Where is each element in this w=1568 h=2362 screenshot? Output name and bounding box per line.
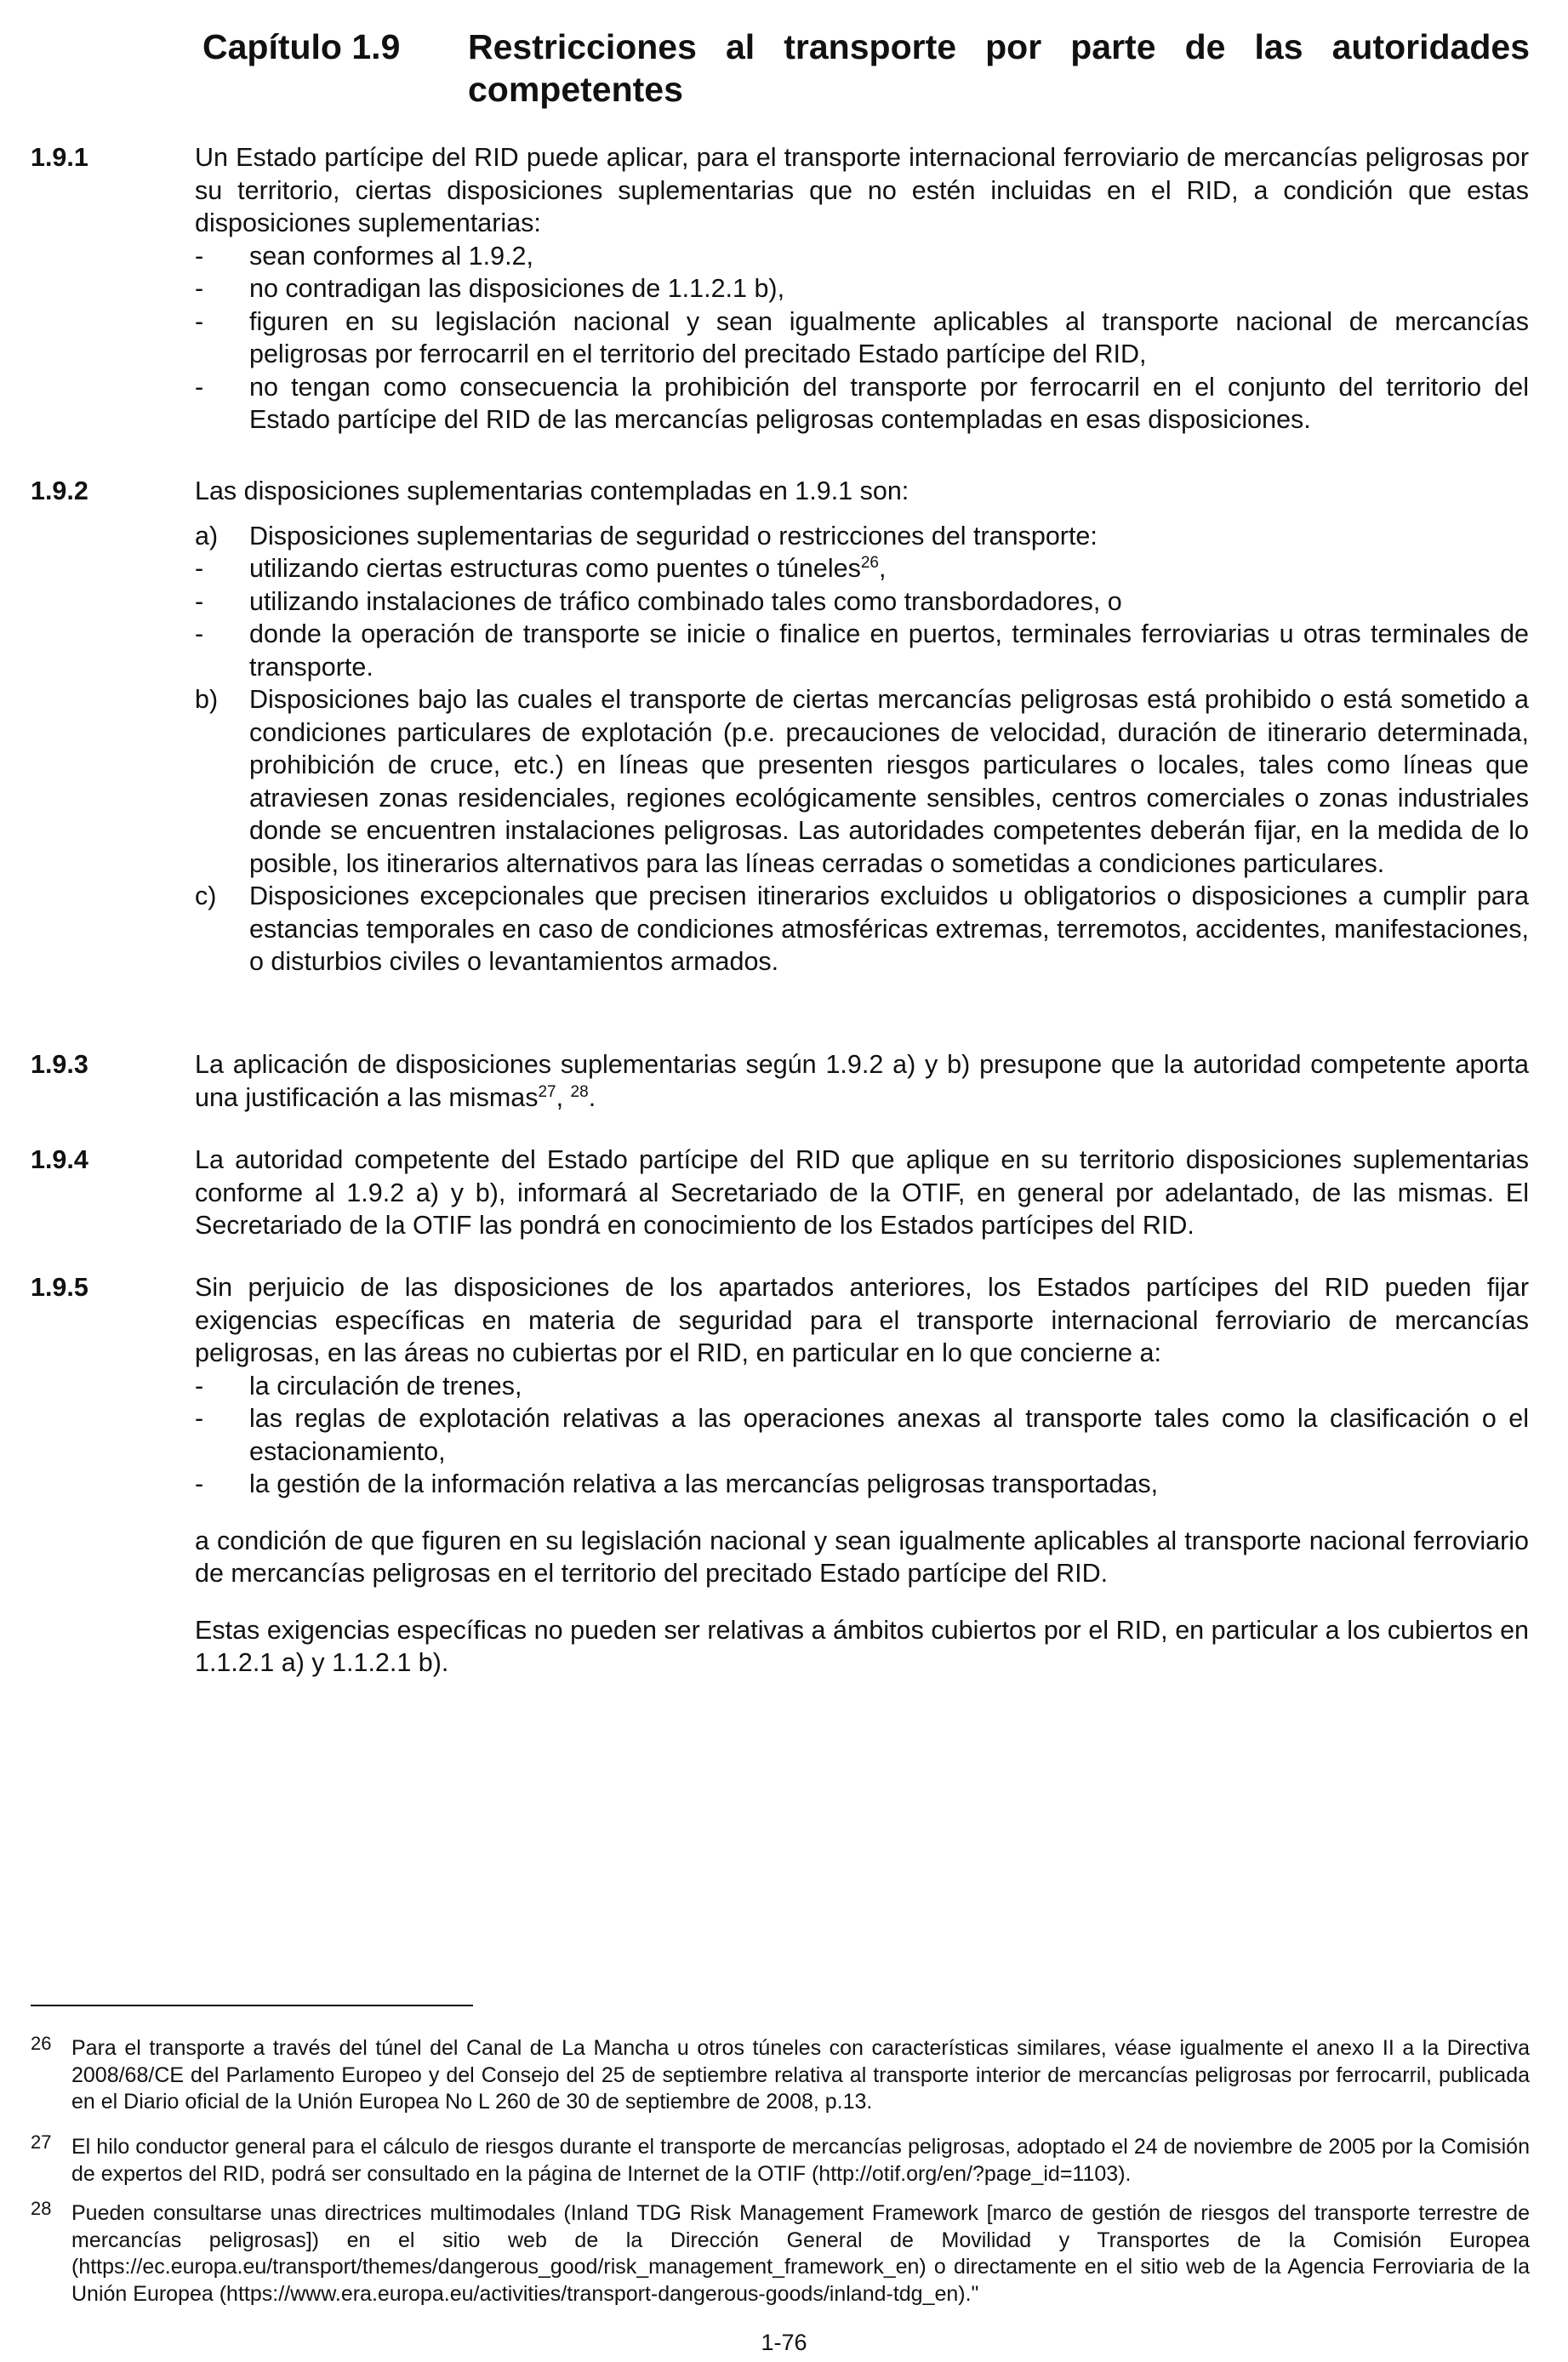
- footnote-number: 28: [31, 2198, 52, 2219]
- dash-marker: -: [195, 241, 204, 271]
- section-number: 1.9.4: [31, 1145, 88, 1174]
- list-item: - utilizando ciertas estructuras como puentes o túneles$^{26}$,: [195, 552, 1529, 585]
- list-item: - sean conformes al 1.9.2,: [195, 240, 1529, 273]
- list-item: - no contradigan las disposiciones de 1.1.2.1 b),: [195, 272, 1529, 305]
- list-item: - utilizando instalaciones de tráfico combinado tales como transbordadores, o: [195, 585, 1529, 619]
- dash-marker: -: [195, 1371, 204, 1401]
- dash-marker: -: [195, 586, 204, 616]
- footnote-separator: [31, 2005, 473, 2006]
- list-item: - figuren en su legislación nacional y sean igualmente aplicables al transporte nacional de mercancías peligrosas por ferrocarril en el territorio del precitado Estado partícipe del RID,: [195, 306, 1529, 368]
- footnote-text: El hilo conductor general para el cálculo de riesgos durante el transporte de mercancías peligrosas, adoptado el 24 de noviembre de 2005 por la Comisión de expertos del RID, podrá ser consultado en la página de Internet de la OTIF (http://otif.org/en/?page_id=1103).: [71, 2135, 1530, 2186]
- footnote-number: 26: [31, 2033, 52, 2054]
- footnote-ref: 26: [860, 553, 879, 572]
- letter-marker: a): [195, 521, 219, 551]
- section-number: 1.9.3: [31, 1050, 88, 1079]
- footnote-ref: 27: [538, 1082, 556, 1101]
- dash-marker: -: [195, 306, 204, 336]
- section-paragraph: Estas exigencias específicas no pueden ser relativas a ámbitos cubiertos por el RID, en particular a los cubiertos en 1.1.2.1 a) y 1.1.2.1 b).: [195, 1615, 1529, 1677]
- dash-marker: -: [195, 372, 204, 402]
- letter-marker: b): [195, 685, 219, 714]
- dash-marker: -: [195, 1404, 204, 1433]
- dash-marker: -: [195, 1469, 204, 1498]
- section-body: [195, 1271, 1529, 1680]
- list-item: - la circulación de trenes,: [195, 1370, 1529, 1403]
- dash-marker: -: [195, 554, 204, 583]
- footnote-number: 27: [31, 2131, 52, 2153]
- page-number: 1-76: [761, 2330, 807, 2355]
- footnote-text: Pueden consultarse unas directrices multimodales (Inland TDG Risk Management Framework [marco de gestión de riesgos del transporte terrestre de mercancías peligrosas]) en el sitio web de la Dirección General de Movilidad y Transportes de la Comisión Europea (https://ec.europa.eu/transport/themes/dangerous_good/risk_management_framework_en) o directamente en el sitio web de la Agencia Ferroviaria de la Unión Europea (https://www.era.europa.eu/activities/transport-dangerous-goods/inland-tdg_en).": [71, 2201, 1530, 2306]
- section-text: La aplicación de disposiciones suplementarias según 1.9.2 a) y b) presupone que la autoridad competente aporta una justificación a las mismas$^{27}$, $^{28}$.: [195, 1050, 1529, 1112]
- section-intro: Las disposiciones suplementarias contempladas en 1.9.1 son:: [195, 476, 909, 505]
- section-paragraph: a condición de que figuren en su legislación nacional y sean igualmente aplicables al transporte nacional ferroviario de mercancías peligrosas en el territorio del precitado Estado partícipe del RID.: [195, 1526, 1529, 1588]
- dash-marker: -: [195, 619, 204, 648]
- list-item: - la gestión de la información relativa a las mercancías peligrosas transportadas,: [195, 1468, 1529, 1501]
- section-text: La autoridad competente del Estado partícipe del RID que aplique en su territorio disposiciones suplementarias conforme al 1.9.2 a) y b), informará al Secretariado de la OTIF, en general por adelantado, de las mismas. El Secretariado de la OTIF las pondrá en conocimiento de los Estados partícipes del RID.: [195, 1145, 1529, 1240]
- footnote-text: Para el transporte a través del túnel del Canal de La Mancha u otros túneles con características similares, véase igualmente el anexo II a la Directiva 2008/68/CE del Parlamento Europeo y del Consejo del 25 de septiembre relativa al transporte interior de mercancías peligrosas por ferrocarril, publicada en el Diario oficial de la Unión Europea No L 260 de 30 de septiembre de 2008, p.13.: [71, 2036, 1530, 2114]
- section-body: [195, 1144, 1529, 1242]
- footnote-ref: 28: [570, 1082, 589, 1101]
- list-item: - no tengan como consecuencia la prohibición del transporte por ferrocarril en el conjunto del territorio del Estado partícipe del RID de las mercancías peligrosas contempladas en esas disposiciones.: [195, 372, 1529, 434]
- dash-marker: -: [195, 274, 204, 303]
- letter-marker: c): [195, 881, 217, 910]
- section-intro: Sin perjuicio de las disposiciones de los apartados anteriores, los Estados partícipes del RID pueden fijar exigencias específicas en materia de seguridad para el transporte internacional ferroviario de mercancías peligrosas, en las áreas no cubiertas por el RID, en particular en lo que concierne a:: [195, 1273, 1529, 1367]
- section-number: 1.9.5: [31, 1273, 88, 1302]
- section-intro: Un Estado partícipe del RID puede aplicar, para el transporte internacional ferroviario de mercancías peligrosas por su territorio, ciertas disposiciones suplementarias que no estén incluidas en el RID, a condición que estas disposiciones suplementarias:: [195, 143, 1529, 237]
- section-body: [195, 141, 1529, 436]
- section-number: 1.9.1: [31, 143, 88, 172]
- list-item-c: c) Disposiciones excepcionales que precisen itinerarios excluidos u obligatorios o disposiciones a cumplir para estancias temporales en caso de condiciones atmosféricas extremas, terremotos, accidentes, manifestaciones, o disturbios civiles o levantamientos armados.: [195, 881, 1529, 976]
- chapter-title: Restricciones al transporte por parte de las autoridades competentes: [468, 27, 1530, 109]
- list-item: - las reglas de explotación relativas a las operaciones anexas al transporte tales como la clasificación o el estacionamiento,: [195, 1404, 1529, 1466]
- list-item-a: a) Disposiciones suplementarias de seguridad o restricciones del transporte:: [195, 520, 1529, 553]
- section-body: [195, 1048, 1529, 1114]
- chapter-number: Capítulo 1.9: [202, 27, 401, 66]
- section-number: 1.9.2: [31, 476, 88, 505]
- list-item-b: b) Disposiciones bajo las cuales el transporte de ciertas mercancías peligrosas está prohibido o está sometido a condiciones particulares de explotación (p.e. precauciones de velocidad, duración de itinerario determinada, prohibición de cruce, etc.) en líneas que presenten riesgos particulares o locales, tales como líneas que atraviesen zonas residenciales, regiones ecológicamente sensibles, centros comerciales o zonas industriales donde se encuentren instalaciones peligrosas. Las autoridades competentes deberán fijar, en la medida de lo posible, los itinerarios alternativos para las líneas cerradas o sometidas a condiciones particulares.: [195, 685, 1529, 878]
- list-item: - donde la operación de transporte se inicie o finalice en puertos, terminales ferroviarias u otras terminales de transporte.: [195, 619, 1529, 682]
- section-body: [195, 475, 1529, 978]
